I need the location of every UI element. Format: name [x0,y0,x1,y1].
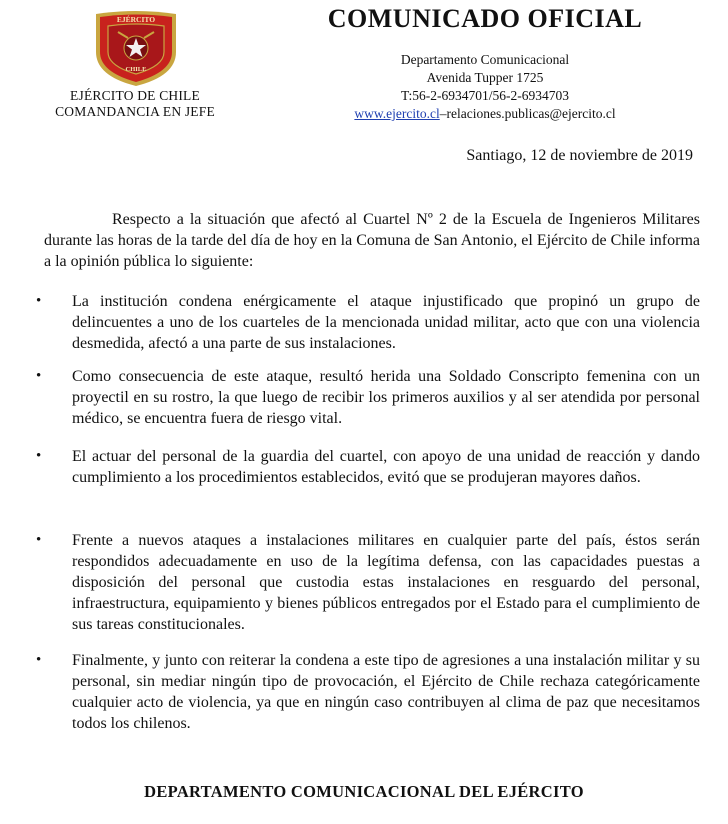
bullet-icon: • [36,368,42,384]
dept-name: Departamento Comunicacional [400,52,570,67]
emblem-text-bottom: CHILE [125,66,147,73]
emblem-text-top: EJÉRCITO [116,15,156,24]
date-line: Santiago, 12 de noviembre de 2019 [466,147,693,164]
list-item [36,291,700,354]
phone: T:56-2-6934701/56-2-6934703 [400,88,570,103]
bullet-text: Como consecuencia de este ataque, resultó herida una Soldado Conscripto femenina con un proyectil en su rostro, la que luego de recibir los primeros auxilios y al ser atendida por personal médico, se encuentra fuera de riesgo vital. [72,368,700,427]
web-line [300,105,670,123]
list-item [36,650,700,734]
bullet-text: La institución condena enérgicamente el ataque injustificado que propinó un grupo de delincuentes a uno de los cuarteles de la mencionada unidad militar, acto que con una violencia desmedida, afectó a una parte de sus instalaciones. [72,293,700,352]
address: Avenida Tupper 1725 [426,70,544,85]
bullet-icon: • [36,652,42,668]
bullet-text: El actuar del personal de la guardia del cuartel, con apoyo de una unidad de reacción y dando cumplimiento a los procedimientos establecidos, evitó que se produjeran mayores daños. [72,448,700,486]
intro-text: Respecto a la situación que afectó al Cuartel Nº 2 de la Escuela de Ingenieros Militares durante las horas de la tarde del día de hoy en la Comuna de San Antonio, el Ejército de Chile informa a la opinión pública lo siguiente: [44,211,700,270]
intro-paragraph [44,209,700,272]
bullet-text: Frente a nuevos ataques a instalaciones militares en cualquier parte del país, éstos serán respondidos adecuadamente en uso de la legítima defensa, con las capacidades puestas a disposición del personal que custodia estas instalaciones en resguardo del personal, infraestructura, equipamiento y bienes públicos entregados por el Estado para el cumplimiento de sus tareas constitucionales. [72,532,700,633]
bullet-icon: • [36,448,42,464]
list-item [36,446,700,488]
bullet-icon: • [36,293,42,309]
list-item [36,530,700,635]
website-link[interactable]: www.ejercito.cl [354,106,440,121]
org-sub: COMANDANCIA EN JEFE [55,104,215,119]
page-title: COMUNICADO OFICIAL [327,4,643,33]
bullet-icon: • [36,532,42,548]
army-emblem-logo [88,8,184,88]
bullet-text: Finalmente, y junto con reiterar la condena a este tipo de agresiones a una instalación militar y su personal, sin mediar ningún tipo de provocación, el Ejército de Chile rechaza categóricamente cualquier acto de violencia, ya que en ningún caso contribuyen al clima de paz que necesitamos todos los chilenos. [72,652,700,732]
signature: DEPARTAMENTO COMUNICACIONAL DEL EJÉRCITO [144,782,584,801]
contact-block [300,51,670,123]
list-item [36,366,700,429]
email-text: –relaciones.publicas@ejercito.cl [439,106,616,121]
org-name: EJÉRCITO DE CHILE [70,88,200,103]
org-block [30,88,240,120]
